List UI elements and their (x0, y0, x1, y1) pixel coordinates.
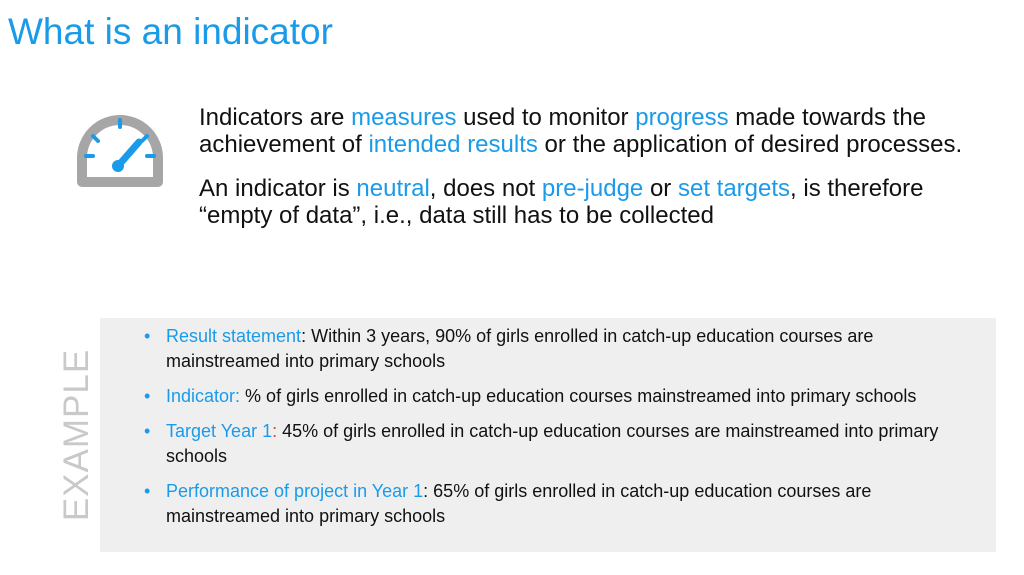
speedometer-icon (68, 100, 172, 190)
item-text: Within 3 years, 90% of girls enrolled in catch-up education courses are mainstreamed into primary schools (166, 326, 874, 371)
text-span: made towards the achievement of (199, 104, 927, 158)
list-item (140, 324, 980, 374)
item-term: Performance of project in Year 1 (166, 481, 424, 501)
highlight-neutral: neutral (356, 175, 430, 202)
highlight-intended-results: intended results (368, 131, 538, 158)
item-colon: : (301, 326, 307, 346)
bullet-icon: • (144, 326, 151, 346)
item-colon: : (272, 421, 278, 441)
highlight-progress: progress (635, 104, 729, 131)
intro-text (199, 104, 989, 246)
bullet-icon: • (144, 481, 151, 501)
page-title: What is an indicator (8, 11, 333, 52)
item-text: 65% of girls enrolled in catch-up education courses are mainstreamed into primary schools (166, 481, 872, 526)
text-span: used to monitor (456, 104, 636, 131)
item-text: 45% of girls enrolled in catch-up education courses are mainstreamed into primary schools (166, 421, 939, 466)
text-span: or (643, 175, 678, 202)
item-text: % of girls enrolled in catch-up education courses mainstreamed into primary schools (240, 386, 917, 406)
bullet-icon: • (144, 421, 151, 441)
text-span: , does not (429, 175, 542, 202)
item-term: Result statement (166, 326, 302, 346)
intro-paragraph-1 (199, 104, 989, 158)
bullet-icon: • (144, 386, 151, 406)
text-span: or the application of desired processes. (537, 131, 963, 158)
text-span: Indicators are (199, 104, 352, 131)
item-colon: : (423, 481, 429, 501)
text-span: An indicator is (199, 175, 357, 202)
highlight-pre-judge: pre-judge (541, 175, 644, 202)
list-item (140, 479, 980, 529)
highlight-set-targets: set targets (677, 175, 791, 202)
list-item (140, 384, 980, 409)
text-span: , is therefore “empty of data”, i.e., data still has to be collected (199, 175, 924, 229)
list-item (140, 419, 980, 469)
intro-paragraph-2 (199, 175, 989, 229)
item-term: Target Year 1 (166, 421, 273, 441)
highlight-measures: measures (351, 104, 457, 131)
example-list (140, 324, 980, 539)
example-label: EXAMPLE (57, 348, 96, 522)
item-term: Indicator: (166, 386, 241, 406)
